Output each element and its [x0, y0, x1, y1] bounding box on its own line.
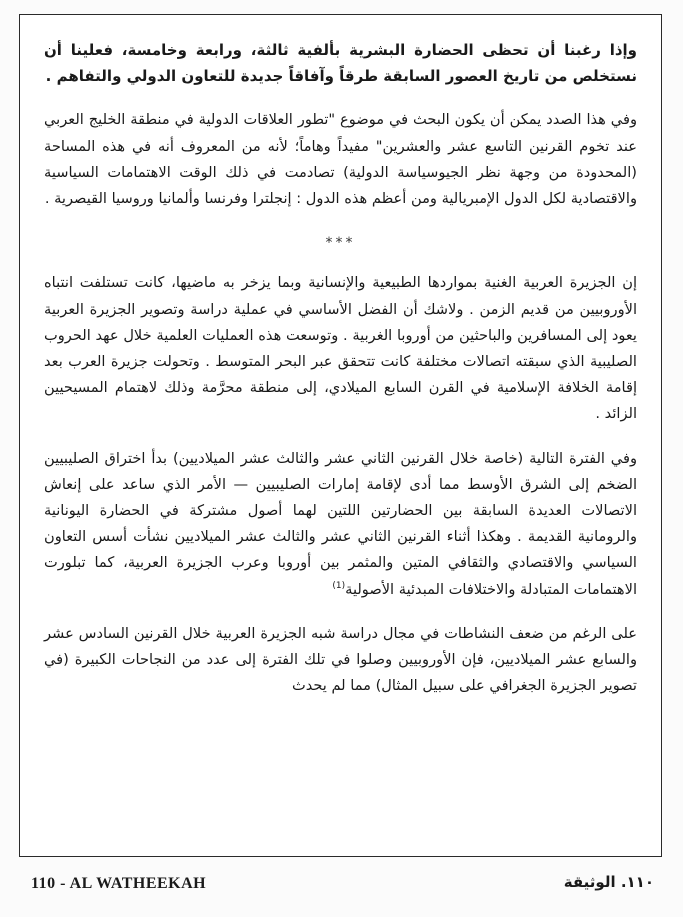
paragraph-5: على الرغم من ضعف النشاطات في مجال دراسة شبه الجزيرة العربية خلال القرنين السادس عشر والسابع عشر الميلاديين، فإن الأوروبيين وصلوا في تلك الفترة إلى عدد من النجاحات الكبيرة (في تصوير الجزيرة الجغرافي على سبيل المثال) مما لم يحدث — [44, 624, 637, 695]
footer-page-number-arabic: ١١٠. الوثيقة — [563, 873, 654, 891]
paragraph-intro: وإذا رغبنا أن تحظى الحضارة البشرية بألفية ثالثة، ورابعة وخامسة، فعلينا أن نستخلص من تاريخ العصور السابقة طرقاً وآفاقاً جديدة للتعاون الدولي والتفاهم . — [44, 41, 637, 86]
paragraph-4 — [44, 446, 637, 603]
paragraph-3: إن الجزيرة العربية الغنية بمواردها الطبيعية والإنسانية وبما يزخر به ماضيها، كانت تستلفت انتباه الأوروبيين من قديم الزمن . ولاشك أن الفضل الأساسي في عملية دراسة وتصوير الجزيرة العربية يعود إلى المسافرين والباحثين من أوروبا الغربية . وتوسعت هذه العمليات العلمية خلال عهد الحروب الصليبية الذي سبقته اتصالات مختلفة كانت تتحقق عبر البحر المتوسط . وتحولت جزيرة العرب بعد إقامة الخلافة الإسلامية في القرن السابع الميلادي، إلى منطقة محرَّمة وذلك لاهتمام المسيحيين الزائد . — [44, 274, 637, 423]
text-frame — [19, 14, 662, 857]
section-separator: *** — [325, 235, 356, 252]
page-footer — [19, 871, 662, 901]
paragraph-4-text: وفي الفترة التالية (خاصة خلال القرنين الثاني عشر والثالث عشر الميلاديين) بدأ اختراق الصليبيين الضخم إلى الشرق الأوسط مما أدى لإقامة إمارات الصليبيين — الأمر الذي ساعد على إنعاش الاتصالات العديدة السابقة بين الحضارتين اللتين لهما أصول مشتركة في الحضارة اليونانية والرومانية القديمة . وهكذا أثناء القرنين الثاني عشر والثالث عشر الميلاديين نشأت أسس التعاون السياسي والاقتصادي والثقافي المتين والمثمر بين أوروبا وعرب الجزيرة العربية، كما تبلورت الاهتمامات المتبادلة والاختلافات المبدئية الأصولية — [44, 449, 637, 598]
article-body — [44, 37, 637, 699]
paragraph-2: وفي هذا الصدد يمكن أن يكون البحث في موضوع "تطور العلاقات الدولية في منطقة الخليج العربي عند تخوم القرنين التاسع عشر والعشرين" مفيداً وهاماً؛ لأنه من المعروف أنه في هذه المساحة (المحدودة من وجهة نظر الجيوسياسة الدولية) تصادمت في ذلك الوقت الاهتمامات السياسية والاقتصادية لكل الدول الإمبريالية ومن أعظم هذه الدول : إنجلترا وفرنسا وألمانيا وروسيا القيصرية . — [44, 111, 637, 208]
footnote-marker: (1) — [332, 580, 346, 591]
footer-page-number-latin: 110 - AL WATHEEKAH — [31, 875, 207, 892]
